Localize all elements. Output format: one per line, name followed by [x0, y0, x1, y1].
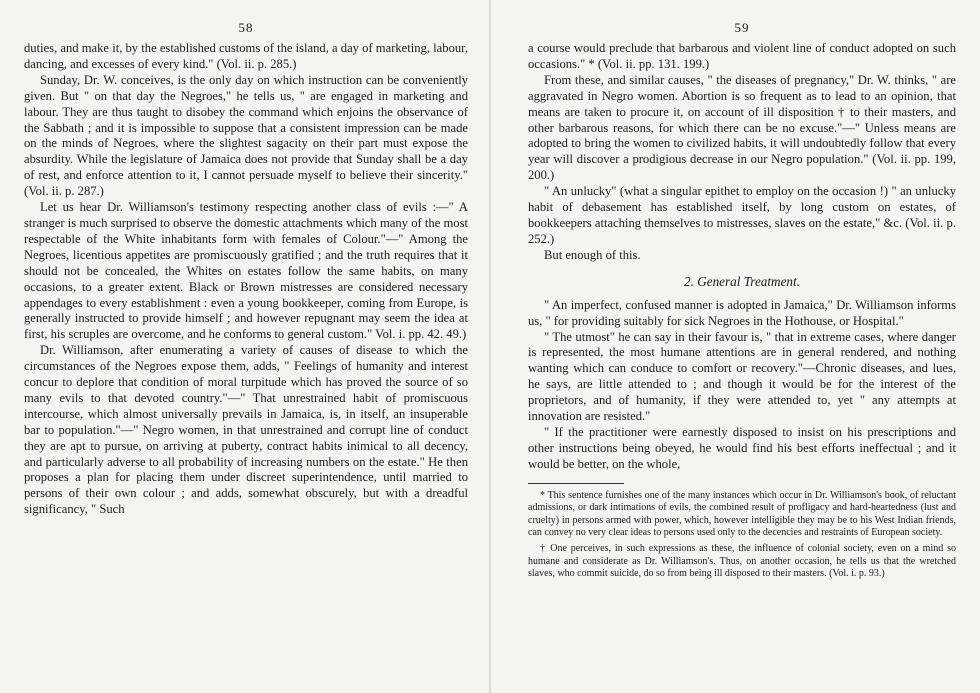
- right-page: [490, 0, 980, 693]
- paragraph: But enough of this.: [544, 247, 641, 262]
- page-number-right: 59: [734, 20, 750, 35]
- paragraph: " An imperfect, confused manner is adopted in Jamaica," Dr. Williamson informs us, " for providing suitably for sick Negroes in the Hothouse, or Hospital.": [528, 297, 956, 328]
- footnote: † One perceives, in such expressions as these, the influence of colonial society, even on a mind so humane and considerate as Dr. Williamson's. Thus, on another occasion, he tells us that the wretched slaves, who commit suicide, do so from being ill disposed to their masters. (Vol. i. p. 93.): [528, 543, 956, 580]
- left-page-body: [24, 41, 468, 518]
- paragraph: " If the practitioner were earnestly disposed to insist on his prescriptions and other instructions being obeyed, he would find his best efforts ineffectual ; and it would be better, on the whole,: [528, 424, 956, 471]
- paragraph: " An unlucky" (what a singular epithet to employ on the occasion !) " an unlucky habit of debasement has established itself, by long custom on estates, of bookkeepers attaching themselves to mistresses, slaves on the estate," &c. (Vol. ii. p. 252.): [528, 184, 956, 246]
- page-number-left: 58: [238, 20, 254, 35]
- paragraph: " The utmost" he can say in their favour is, " that in extreme cases, where danger is represented, the most humane attentions are in general rendered, and nothing wanting which can conduce to comfort or recovery."—Chronic diseases, and lues, he says, are little attended to ; and though it would be for the interest of the proprietors, and of humanity, if they were attended to, yet " any attempts at innovation are resisted.": [528, 329, 956, 424]
- footnotes: [528, 490, 956, 581]
- paragraph: Dr. Williamson, after enumerating a variety of causes of disease to which the circumstances of the Negroes expose them, adds, " Feelings of humanity and interest concur to deplore that condition of moral turpitude which has proved the source of so many evils to that devoted country."—" That unrestrained habit of promiscuous intercourse, which almost universally prevails in Jamaica, is, in itself, an insuperable bar to population."—" Negro women, in that unrestrained and corrupt line of conduct they are apt to pursue, on arriving at puberty, contract habits inimical to all decency, and particularly adverse to all probability of increasing numbers on the estate." He then proposes a plan for placing them under discreet superintendence, until married to persons of their own colour ; and adds, somewhat obscurely, but with a dreadful significancy, " Such: [24, 343, 468, 517]
- right-page-body: [528, 41, 956, 473]
- paragraph: Let us hear Dr. Williamson's testimony respecting another class of evils :—" A stranger is much surprised to observe the domestic attachments which many of the most respectable of the White inhabitants form with females of Colour."—" Among the Negroes, licentious appetites are promiscuously gratified ; and the truth requires that it should not be concealed, the Whites on estates follow the same habits, on many occasions, to a greater extent. Black or Brown mistresses are considered necessary appendages to every establishment : even a young bookkeeper, coming from Europe, is generally instructed to provide himself ; and however repugnant may seem the idea at first, his scruples are overcome, and he conforms to general custom." Vol. i. pp. 42. 49.): [24, 200, 468, 342]
- footnote-rule: [528, 483, 624, 484]
- footnote: * This sentence furnishes one of the many instances which occur in Dr. Williamson's book, of reluctant admissions, or dark intimations of evils, the combined result of profligacy and hard-heartedness (lust and cruelty) in persons armed with power, which, however intelligible they may be to his West Indian friends, can convey no very clear ideas to persons used only to the decencies and restraints of European society.: [528, 489, 956, 539]
- paragraph: a course would preclude that barbarous and violent line of conduct adopted on such occasions." * (Vol. ii. pp. 131. 199.): [528, 41, 956, 71]
- section-heading: 2. General Treatment.: [684, 273, 800, 289]
- paragraph: Sunday, Dr. W. conceives, is the only day on which instruction can be conveniently given. But " on that day the Negroes," he tells us, " are engaged in marketing and labour. They are thus taught to disobey the command which enjoins the observance of the Sabbath ; and it is impossible to suppose that a consistent impression can be made on the minds of Negroes, where the slightest sagacity on their part must expose the absurdity. While the legislature of Jamaica does not provide that Sunday shall be a day of rest, and enforce attention to it, I cannot persuade myself to believe their sincerity." (Vol. ii. p. 287.): [24, 72, 468, 199]
- paragraph: duties, and make it, by the established customs of the island, a day of marketing, labour, dancing, and excesses of every kind." (Vol. ii. p. 285.): [24, 41, 468, 71]
- paragraph: From these, and similar causes, " the diseases of pregnancy," Dr. W. thinks, " are aggravated in Negro women. Abortion is so frequent as to lead to an opinion, that means are taken to procure it, on account of ill disposition † to their masters, and other barbarous reasons, for which there can be no excuse."—" Unless means are adopted to bring the women to civilized habits, it will undoubtedly follow that every year will discover a prodigious decrease in our Negro population." (Vol. ii. pp. 199, 200.): [528, 72, 956, 183]
